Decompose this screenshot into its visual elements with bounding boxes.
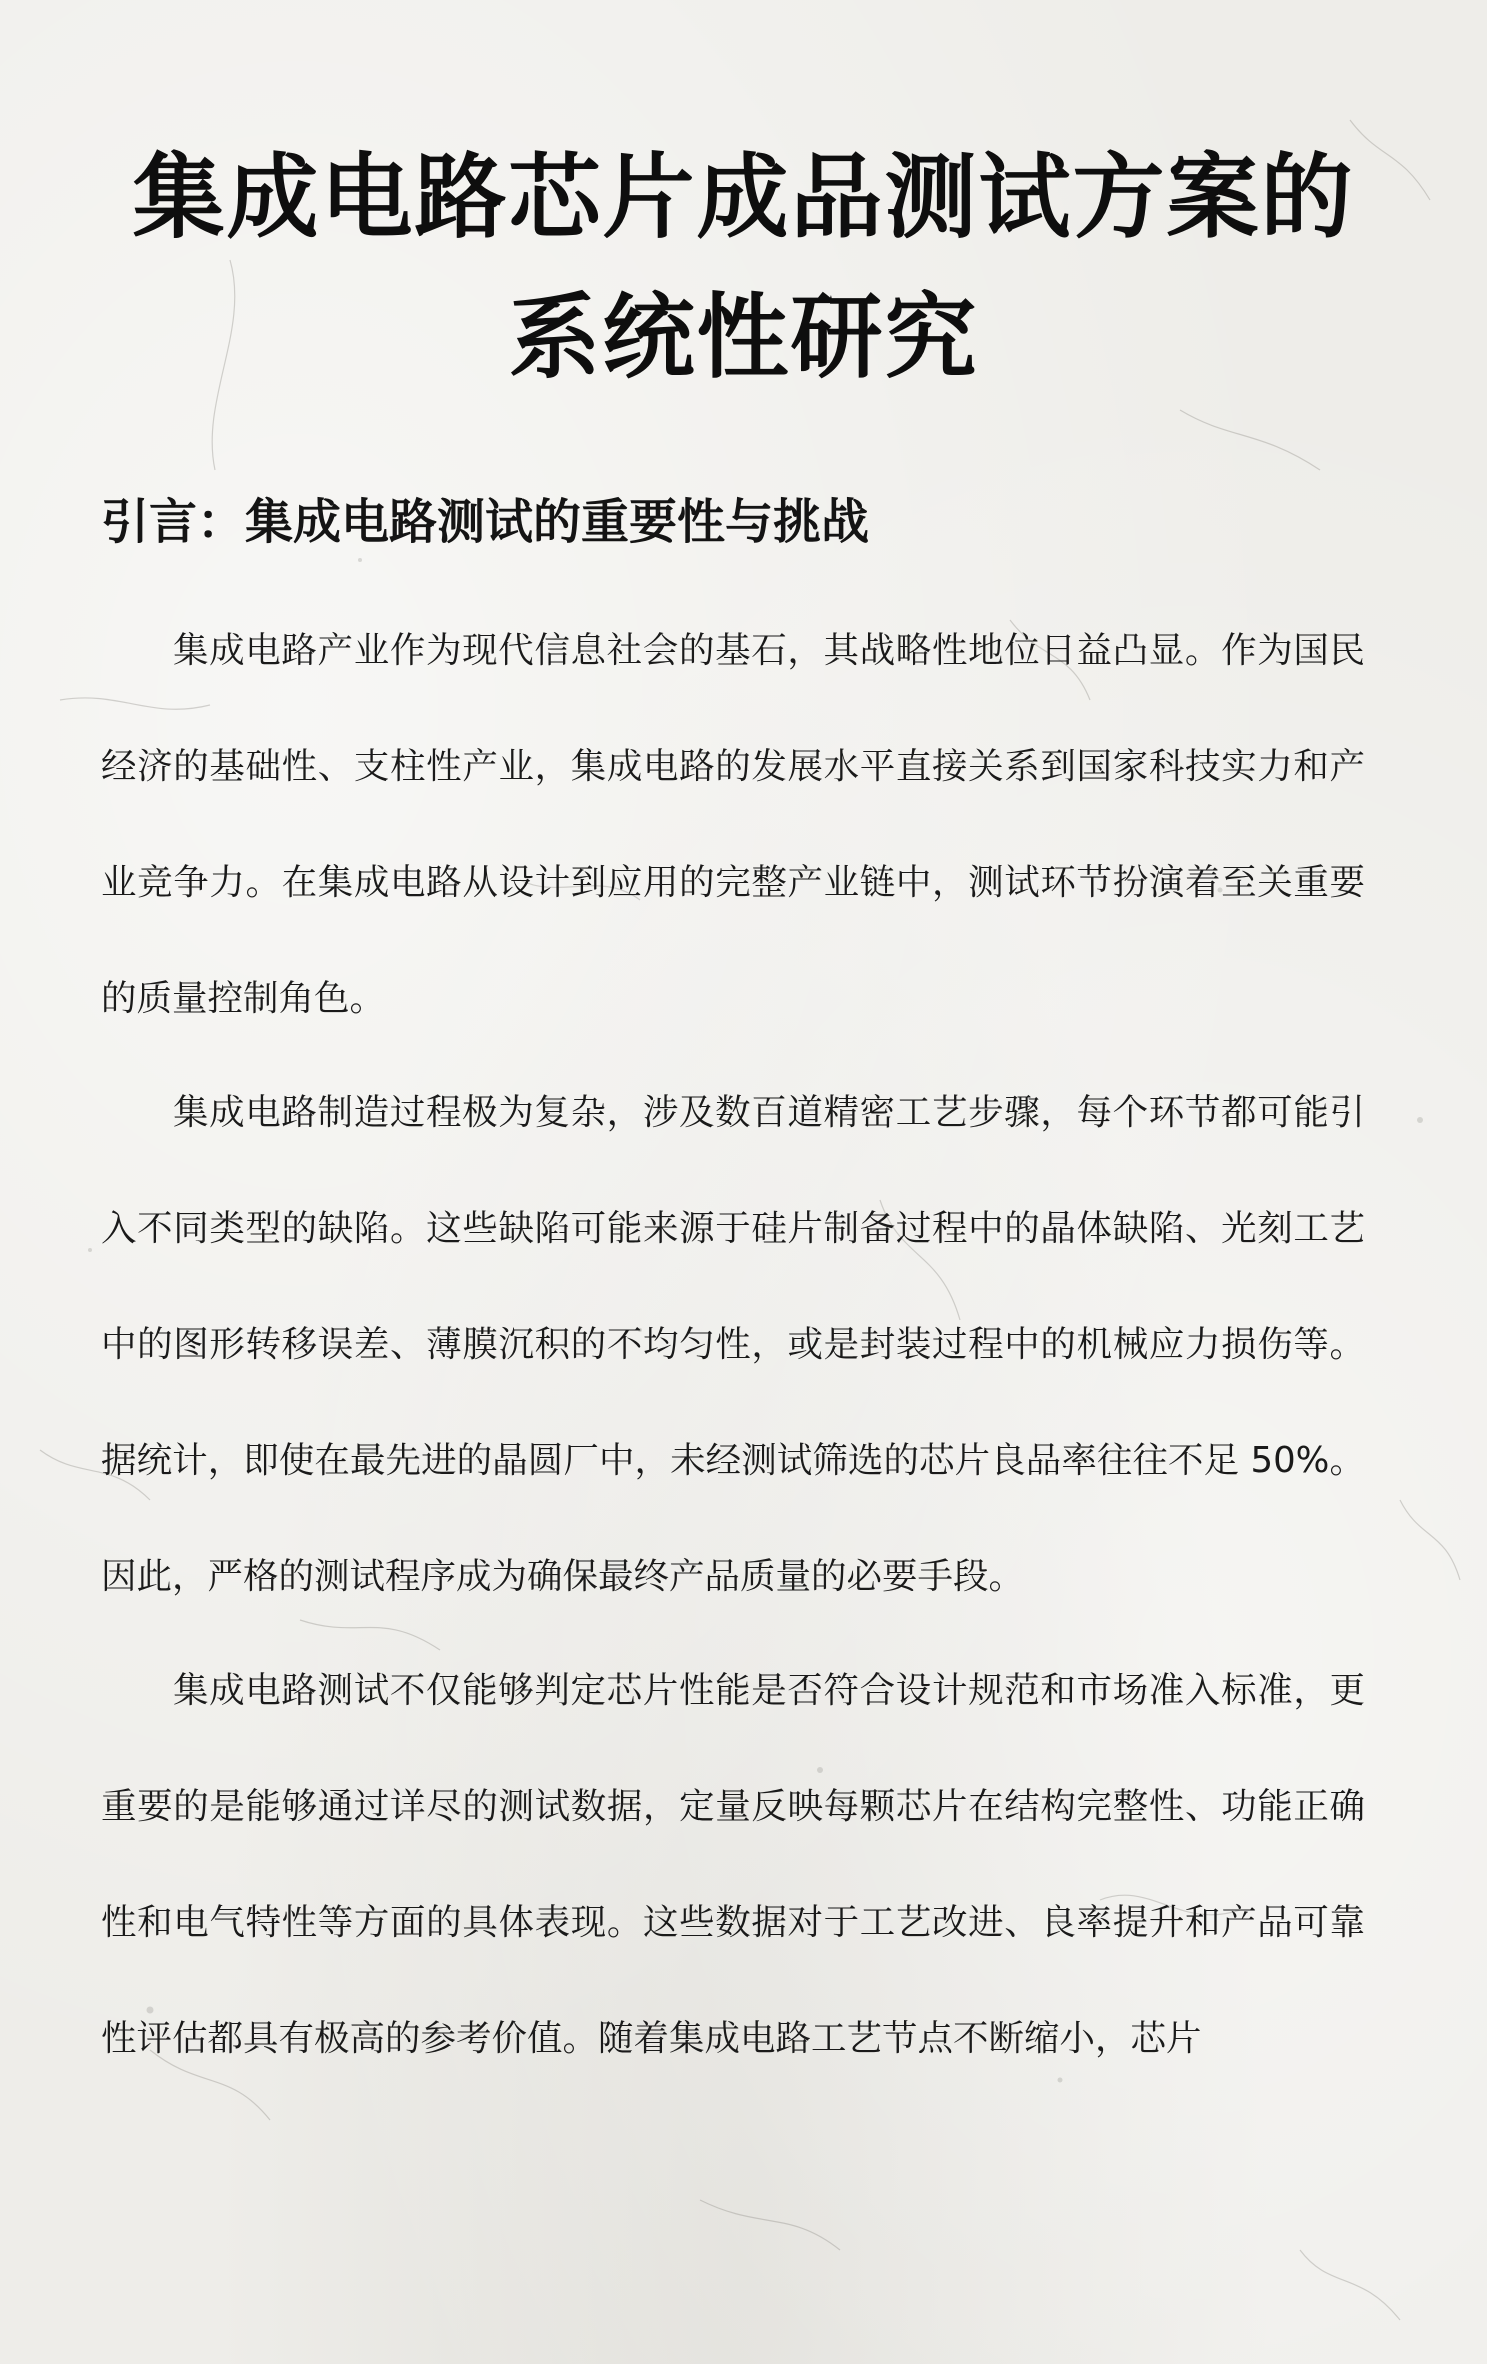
paragraph-2: 集成电路制造过程极为复杂，涉及数百道精密工艺步骤，每个环节都可能引入不同类型的缺陷。这些缺陷可能来源于硅片制备过程中的晶体缺陷、光刻工艺中的图形转移误差、薄膜沉积的不均匀性，或是封装过程中的机械应力损伤等。据统计，即使在最先进的晶圆厂中，未经测试筛选的芯片良品率往往不足 50%。因此，严格的测试程序成为确保最终产品质量的必要手段。 bbox=[101, 1092, 1365, 1597]
document-title: 集成电路芯片成品测试方案的系统性研究 bbox=[132, 144, 1355, 391]
body-text bbox=[101, 593, 1365, 2097]
paragraph-1: 集成电路产业作为现代信息社会的基石，其战略性地位日益凸显。作为国民经济的基础性、支柱性产业，集成电路的发展水平直接关系到国家科技实力和产业竞争力。在集成电路从设计到应用的完整产业链中，测试环节扮演着至关重要的质量控制角色。 bbox=[101, 630, 1365, 1019]
paragraph-3: 集成电路测试不仅能够判定芯片性能是否符合设计规范和市场准入标准，更重要的是能够通过详尽的测试数据，定量反映每颗芯片在结构完整性、功能正确性和电气特性等方面的具体表现。这些数据对于工艺改进、良率提升和产品可靠性评估都具有极高的参考价值。随着集成电路工艺节点不断缩小，芯片 bbox=[101, 1670, 1365, 2059]
section-heading: 引言：集成电路测试的重要性与挑战 bbox=[101, 494, 870, 550]
